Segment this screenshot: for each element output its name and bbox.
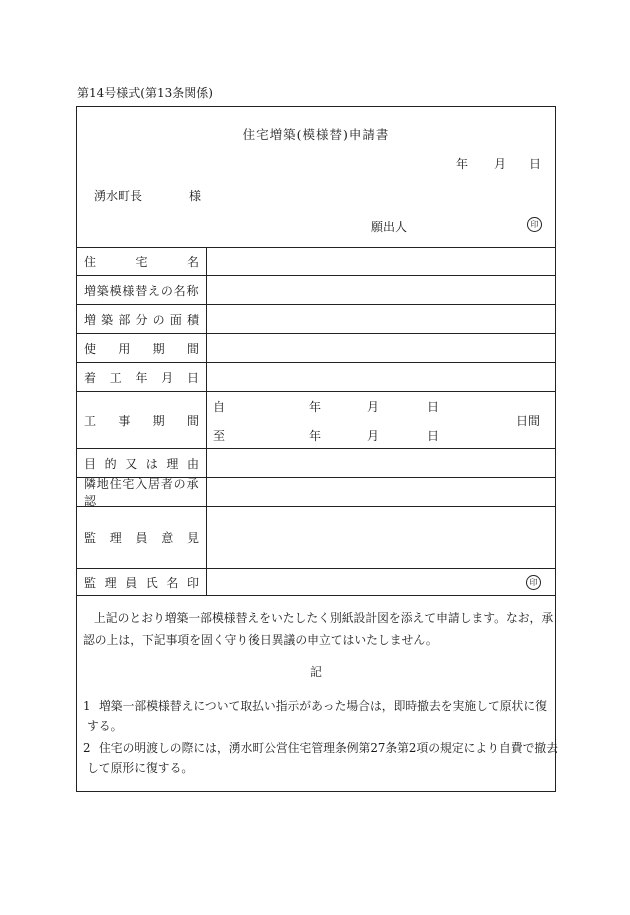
addressee: 湧水町長	[94, 189, 143, 203]
supervisor-name-seal-label: 監理員氏名印	[84, 575, 199, 590]
row-modification-name	[77, 276, 555, 305]
period-to-year: 年	[309, 429, 322, 443]
note-1-line-1: 増築一部模様替えについて取払い指示があった場合は，即時撤去を実施して原状に復	[99, 699, 547, 713]
row-construction-period	[77, 392, 555, 449]
row-usage-period	[77, 334, 555, 363]
supervisor-opinion-label: 監理員意見	[84, 531, 199, 545]
row-purpose-reason	[77, 449, 555, 478]
construction-period-label: 工事期間	[84, 413, 199, 428]
addressee-honorific: 様	[189, 189, 202, 203]
form-header	[77, 107, 555, 248]
start-date-label: 着工年月日	[84, 370, 199, 385]
period-to-month: 月	[367, 429, 380, 443]
neighbor-consent-label: 隣地住宅入居者の承認	[84, 477, 199, 508]
row-extension-area	[77, 305, 555, 334]
note-1-number: 1	[83, 699, 91, 713]
row-start-date	[77, 363, 555, 392]
supervisor-seal-icon: 印	[526, 575, 541, 590]
period-to-label: 至	[213, 429, 226, 443]
usage-period-label: 使用期間	[84, 341, 199, 356]
supervisor-opinion-field[interactable]	[207, 507, 555, 568]
period-from-label: 自	[213, 400, 226, 414]
row-supervisor-opinion	[77, 507, 555, 569]
date-month-label: 月	[494, 157, 507, 171]
modification-name-label: 増築模様替えの名称	[84, 283, 199, 298]
application-form	[76, 106, 559, 792]
document-title: 住宅増築(模様替)申請書	[242, 127, 390, 142]
period-days-label: 日間	[516, 414, 541, 428]
declaration-line-2: 認の上は，下記事項を固く守り後日異議の申立てはいたしません。	[83, 633, 438, 647]
extension-area-label: 増築部分の面積	[84, 312, 199, 327]
period-from-day: 日	[427, 400, 440, 414]
usage-period-field[interactable]	[207, 334, 555, 362]
date-day-label: 日	[529, 157, 542, 171]
row-residence-name	[77, 247, 555, 276]
note-1-line-2: する。	[87, 719, 123, 733]
start-date-field[interactable]	[207, 363, 555, 391]
applicant-seal-icon: 印	[527, 217, 542, 232]
row-neighbor-consent	[77, 478, 555, 507]
applicant-label: 願出人	[371, 220, 408, 234]
period-to-day: 日	[427, 429, 440, 443]
declaration-line-1: 上記のとおり増築一部模様替えをいたしたく別紙設計図を添えて申請します。なお，承	[94, 611, 554, 625]
residence-name-label: 住宅名	[84, 254, 199, 269]
construction-period-field[interactable]	[207, 392, 555, 448]
note-2-number: 2	[83, 741, 91, 755]
date-year-label: 年	[456, 157, 469, 171]
note-2-line-2: して原形に復する。	[87, 761, 194, 775]
modification-name-field[interactable]	[207, 276, 555, 304]
period-from-year: 年	[309, 400, 322, 414]
neighbor-consent-field[interactable]	[207, 478, 555, 506]
form-number-label: 第14号様式(第13条関係)	[77, 86, 213, 100]
purpose-reason-label: 目的又は理由	[84, 456, 199, 471]
row-supervisor-name-seal	[77, 569, 555, 596]
notes-heading: 記	[310, 665, 322, 679]
residence-name-field[interactable]	[207, 247, 555, 275]
note-2-line-1: 住宅の明渡しの際には，湧水町公営住宅管理条例第27条第2項の規定により自費で撤去	[99, 741, 559, 755]
period-from-month: 月	[367, 400, 380, 414]
purpose-reason-field[interactable]	[207, 449, 555, 477]
supervisor-name-field[interactable]	[207, 569, 555, 595]
extension-area-field[interactable]	[207, 305, 555, 333]
